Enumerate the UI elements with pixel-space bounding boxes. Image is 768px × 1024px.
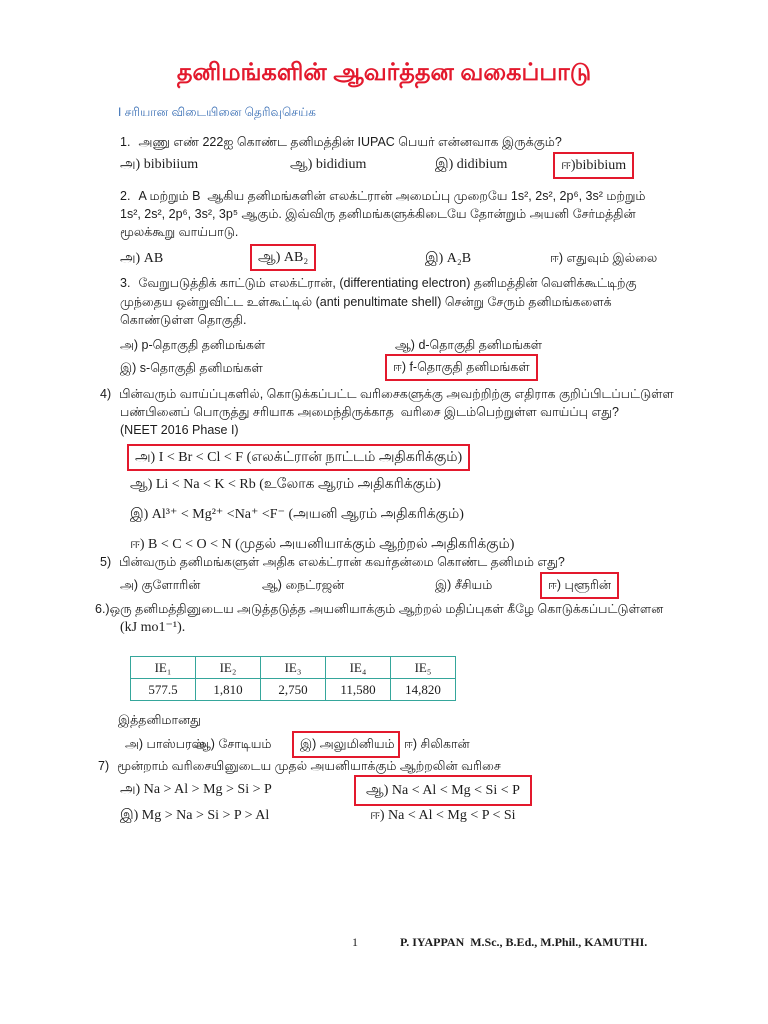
- question-7: [98, 758, 748, 775]
- q2-option-d: ஈ) எதுவும் இல்லை: [550, 251, 658, 265]
- question-text: பண்பினைப் பொருத்து சரியாக அமைந்திருக்காத வரிசை இடம்பெற்றுள்ள வாய்ப்பு எது?: [120, 405, 620, 419]
- page-title: தனிமங்களின் ஆவர்த்தன வகைப்பாடு: [176, 59, 592, 86]
- question-number: 4): [100, 387, 112, 401]
- question-number: 5): [100, 555, 112, 569]
- q1-option-a: அ) bibibiium: [120, 157, 199, 172]
- q2-option-b: ஆ) AB₂: [250, 244, 316, 271]
- table-header-row: [131, 657, 456, 679]
- q1-option-d: ஈ)bibibium: [553, 152, 634, 179]
- question-6: [95, 601, 748, 618]
- question-number: 1.: [120, 135, 131, 149]
- question-text: மூலக்கூறு வாய்பாடு.: [120, 225, 239, 239]
- question-4: [100, 386, 748, 403]
- table-cell: 577.5: [131, 679, 196, 701]
- question-text: முந்தைய ஒன்றுவிட்ட உள்கூட்டில் (anti penultimate shell) சென்று சேரும் தனிமங்களைக்: [120, 295, 612, 309]
- q1-option-b: ஆ) bididium: [290, 157, 367, 172]
- question-5: [100, 554, 748, 571]
- q4-option-c: இ) Al³⁺ < Mg²⁺ <Na⁺ <F⁻ (அயனி ஆரம் அதிகரிக்கும்): [130, 507, 464, 522]
- q7-option-d: ஈ) Na < Al < Mg < P < Si: [370, 808, 516, 823]
- question-2: [120, 188, 748, 205]
- q5-option-c: இ) சீசியம்: [435, 578, 493, 592]
- table-cell: 2,750: [261, 679, 326, 701]
- question-text: A மற்றும் B ஆகிய தனிமங்களின் எலக்ட்ரான் அமைப்பு முறையே 1s², 2s², 2p⁶, 3s² மற்றும்: [138, 189, 646, 203]
- question-text: வேறுபடுத்திக் காட்டும் எலக்ட்ரான், (differentiating electron) தனிமத்தின் வெளிக்கூட்டிற்கு: [138, 276, 637, 290]
- q6-option-c: இ) அலுமினியம்: [292, 731, 400, 758]
- q7-option-c: இ) Mg > Na > Si > P > Al: [120, 808, 270, 823]
- q5-option-b: ஆ) நைட்ரஜன்: [262, 578, 345, 592]
- table-cell: 1,810: [196, 679, 261, 701]
- q3-option-a: அ) p-தொகுதி தனிமங்கள்: [120, 338, 266, 352]
- question-text: ஒரு தனிமத்தினுடைய அடுத்தடுத்த அயனியாக்கும் ஆற்றல் மதிப்புகள் கீழே கொடுக்கப்பட்டுள்ளன: [109, 602, 664, 616]
- question-text: மூன்றாம் வரிசையினுடைய முதல் அயனியாக்கும் ஆற்றலின் வரிசை: [117, 759, 501, 773]
- question-3: [120, 275, 748, 292]
- q2-option-c: இ) A₂B: [425, 251, 472, 266]
- table-header-cell: IE₁: [131, 657, 196, 679]
- q5-option-d: ஈ) புளூரின்: [540, 572, 619, 599]
- question-number: 7): [98, 759, 110, 773]
- question-text: (NEET 2016 Phase I): [120, 423, 239, 437]
- author-credit: P. IYAPPAN M.Sc., B.Ed., M.Phil., KAMUTHI.: [400, 935, 648, 949]
- table-cell: 14,820: [391, 679, 456, 701]
- question-text: அணு எண் 222ஐ கொண்ட தனிமத்தின் IUPAC பெயர் என்னவாக இருக்கும்?: [138, 135, 562, 149]
- table-row: [131, 679, 456, 701]
- ionization-energy-table: [130, 656, 456, 701]
- q6-option-b: ஆ) சோடியம்: [195, 737, 272, 751]
- q5-option-a: அ) குளோரின்: [120, 578, 201, 592]
- question-text: பின்வரும் வாய்ப்புகளில், கொடுக்கப்பட்ட வரிசைகளுக்கு அவற்றிற்கு எதிராக குறிப்பிடப்பட்டுள்ள: [119, 387, 674, 401]
- table-header-cell: IE₃: [261, 657, 326, 679]
- question-text: கொண்டுள்ள தொகுதி.: [120, 313, 247, 327]
- page-number: 1: [352, 935, 358, 949]
- question-1: [120, 134, 748, 151]
- table-header-cell: IE₂: [196, 657, 261, 679]
- table-cell: 11,580: [326, 679, 391, 701]
- table-header-cell: IE₄: [326, 657, 391, 679]
- question-number: 3.: [120, 276, 131, 290]
- question-text: 1s², 2s², 2p⁶, 3s², 3p⁵ ஆகும். இவ்விரு தனிமங்களுக்கிடையே தோன்றும் அயனி சேர்மத்தின்: [120, 207, 636, 221]
- q4-option-d: ஈ) B < C < O < N (முதல் அயனியாக்கும் ஆற்றல் அதிகரிக்கும்): [130, 537, 515, 552]
- q4-option-b: ஆ) Li < Na < K < Rb (உலோக ஆரம் அதிகரிக்கும்): [130, 477, 441, 492]
- question-prompt: இத்தனிமானது: [118, 713, 201, 727]
- q3-option-d: ஈ) f-தொகுதி தனிமங்கள்: [385, 354, 538, 381]
- table-header-cell: IE₅: [391, 657, 456, 679]
- q6-option-a: அ) பாஸ்பரஸ்: [125, 737, 205, 751]
- q7-option-b: ஆ) Na < Al < Mg < Si < P: [354, 775, 532, 806]
- q6-option-d: ஈ) சிலிகான்: [404, 737, 470, 751]
- section-heading: I சரியான விடையினை தெரிவுசெய்க: [118, 105, 316, 119]
- q3-option-c: இ) s-தொகுதி தனிமங்கள்: [120, 361, 263, 375]
- q7-option-a: அ) Na > Al > Mg > Si > P: [120, 782, 272, 797]
- q3-option-b: ஆ) d-தொகுதி தனிமங்கள்: [395, 338, 543, 352]
- q1-option-c: இ) didibium: [435, 157, 508, 172]
- question-units: (kJ mo1⁻¹).: [120, 620, 186, 635]
- question-text: பின்வரும் தனிமங்களுள் அதிக எலக்ட்ரான் கவர்தன்மை கொண்ட தனிமம் எது?: [119, 555, 565, 569]
- question-number: 2.: [120, 189, 131, 203]
- q2-option-a: அ) AB: [120, 251, 164, 266]
- q4-option-a: அ) I < Br < Cl < F (எலக்ட்ரான் நாட்டம் அதிகரிக்கும்): [127, 444, 470, 471]
- question-number: 6.): [95, 602, 110, 616]
